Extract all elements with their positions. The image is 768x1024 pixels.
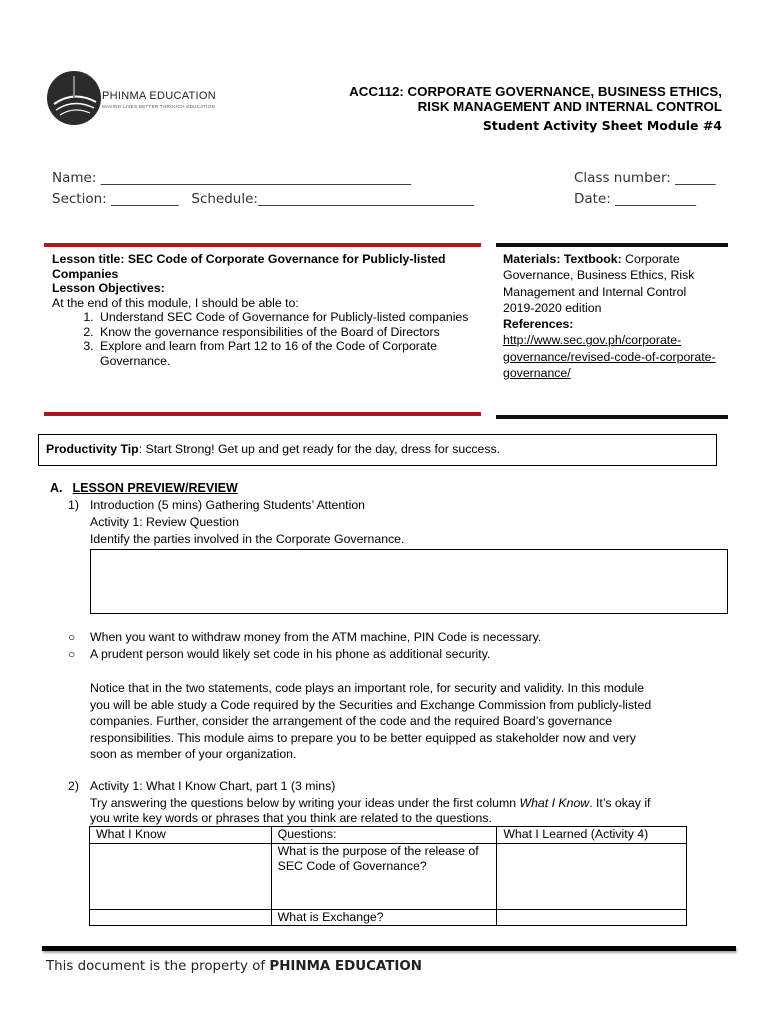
- instructions-text: Try answering the questions below by writing your ideas under the first column: [90, 796, 520, 810]
- what-i-know-cell[interactable]: [90, 843, 272, 909]
- class-number-field[interactable]: Class number: ______: [574, 170, 716, 186]
- paragraph-line: responsibilities. This module aims to prepare you to be better equipped as stakeholder now and very: [90, 730, 636, 745]
- answer-box[interactable]: [90, 549, 728, 614]
- bullet-circle-icon: ○: [68, 630, 76, 644]
- references-label: References:: [503, 317, 574, 332]
- instructions-emphasis: What I Know: [519, 796, 590, 810]
- productivity-tip-text: : Start Strong! Get up and get ready for the day, dress for success.: [138, 442, 501, 456]
- name-field[interactable]: Name: ______________________________________________: [52, 170, 412, 186]
- question-cell: What is Exchange?: [271, 909, 497, 926]
- lesson-title: Lesson title: SEC Code of Corporate Governance for Publicly-listed Companies: [52, 252, 446, 281]
- objective-item: 1. Understand SEC Code of Governance for Publicly-listed companies: [97, 310, 473, 325]
- materials-text: Corporate Governance, Business Ethics, Risk Management and Internal Control 2019-2020 edition: [503, 252, 695, 315]
- lesson-box: [44, 243, 481, 416]
- item-2-title: Activity 1: What I Know Chart, part 1 (3 mins): [90, 779, 336, 793]
- what-i-learned-cell[interactable]: [497, 843, 687, 909]
- intro-paragraph: [90, 680, 651, 763]
- materials-label: Materials: Textbook:: [503, 252, 622, 266]
- materials-box: [496, 243, 728, 419]
- instructions-text: . It’s okay if: [589, 796, 651, 810]
- objectives-intro: At the end of this module, I should be able to:: [52, 295, 299, 310]
- table-header-cell: Questions:: [271, 827, 497, 844]
- bullet-circle-icon: ○: [68, 647, 76, 661]
- table-header-cell: What I Know: [90, 827, 272, 844]
- table-row: [90, 909, 687, 926]
- question-cell: What is the purpose of the release of SEC Code of Governance?: [271, 843, 497, 909]
- logo-tagline: MAKING LIVES BETTER THROUGH EDUCATION: [102, 104, 216, 109]
- logo-emblem-icon: [46, 68, 106, 128]
- section-schedule-field[interactable]: Section: __________ Schedule:________________________________: [52, 191, 474, 207]
- item-1-activity: Activity 1: Review Question: [90, 515, 239, 529]
- item-2-instructions-line-2: you write key words or phrases that you think are related to the questions.: [90, 811, 492, 825]
- item-1-title: Introduction (5 mins) Gathering Students’ Attention: [90, 498, 366, 512]
- section-a-title: LESSON PREVIEW/REVIEW: [72, 481, 238, 495]
- phinma-logo: [46, 68, 226, 128]
- objective-item: 3. Explore and learn from Part 12 to 16 of the Code of Corporate Governance.: [97, 339, 473, 368]
- what-i-know-table: [89, 826, 687, 926]
- productivity-tip-box: [38, 434, 717, 466]
- bullet-text: When you want to withdraw money from the ATM machine, PIN Code is necessary.: [90, 630, 542, 644]
- what-i-know-cell[interactable]: [90, 909, 272, 926]
- productivity-tip-label: Productivity Tip: [46, 442, 139, 456]
- objectives-list: [52, 310, 473, 368]
- course-title: [349, 84, 722, 114]
- reference-link[interactable]: http://www.sec.gov.ph/corporate-governance/revised-code-of-corporate-governance/: [503, 333, 716, 381]
- section-a-letter: A.: [50, 481, 63, 495]
- course-title-line-1: ACC112: CORPORATE GOVERNANCE, BUSINESS ETHICS,: [349, 84, 722, 99]
- item-2-number: 2): [68, 779, 79, 793]
- paragraph-line: soon as member of your organization.: [90, 747, 297, 761]
- paragraph-line: Notice that in the two statements, code plays an important role, for security and validity. In this module: [90, 681, 645, 695]
- section-a-heading: [50, 481, 238, 495]
- paragraph-line: companies. Further, consider the arrangement of the code and the required Board’s governance: [90, 714, 613, 728]
- footer-owner: PHINMA EDUCATION: [269, 959, 422, 974]
- footer-prefix: This document is the property of: [46, 959, 270, 974]
- what-i-learned-cell[interactable]: [497, 909, 687, 926]
- footer-text: [46, 959, 422, 974]
- table-row: [90, 843, 687, 909]
- item-1-prompt: Identify the parties involved in the Corporate Governance.: [90, 532, 405, 546]
- logo-brand-text: PHINMA EDUCATION: [102, 90, 216, 102]
- sheet-subtitle: Student Activity Sheet Module #4: [482, 118, 722, 133]
- course-title-line-2: RISK MANAGEMENT AND INTERNAL CONTROL: [417, 99, 722, 114]
- date-field[interactable]: Date: ____________: [574, 191, 697, 207]
- objective-item: 2. Know the governance responsibilities of the Board of Directors: [97, 325, 473, 340]
- table-header-cell: What I Learned (Activity 4): [497, 827, 687, 844]
- footer-divider: [42, 946, 736, 951]
- paragraph-line: you will be able study a Code required by the Securities and Exchange Commission from publicly-listed: [90, 697, 652, 712]
- item-1-number: 1): [68, 498, 79, 512]
- table-header-row: [90, 827, 687, 844]
- bullet-text: A prudent person would likely set code in his phone as additional security.: [90, 647, 491, 661]
- objectives-label: Lesson Objectives:: [52, 281, 165, 295]
